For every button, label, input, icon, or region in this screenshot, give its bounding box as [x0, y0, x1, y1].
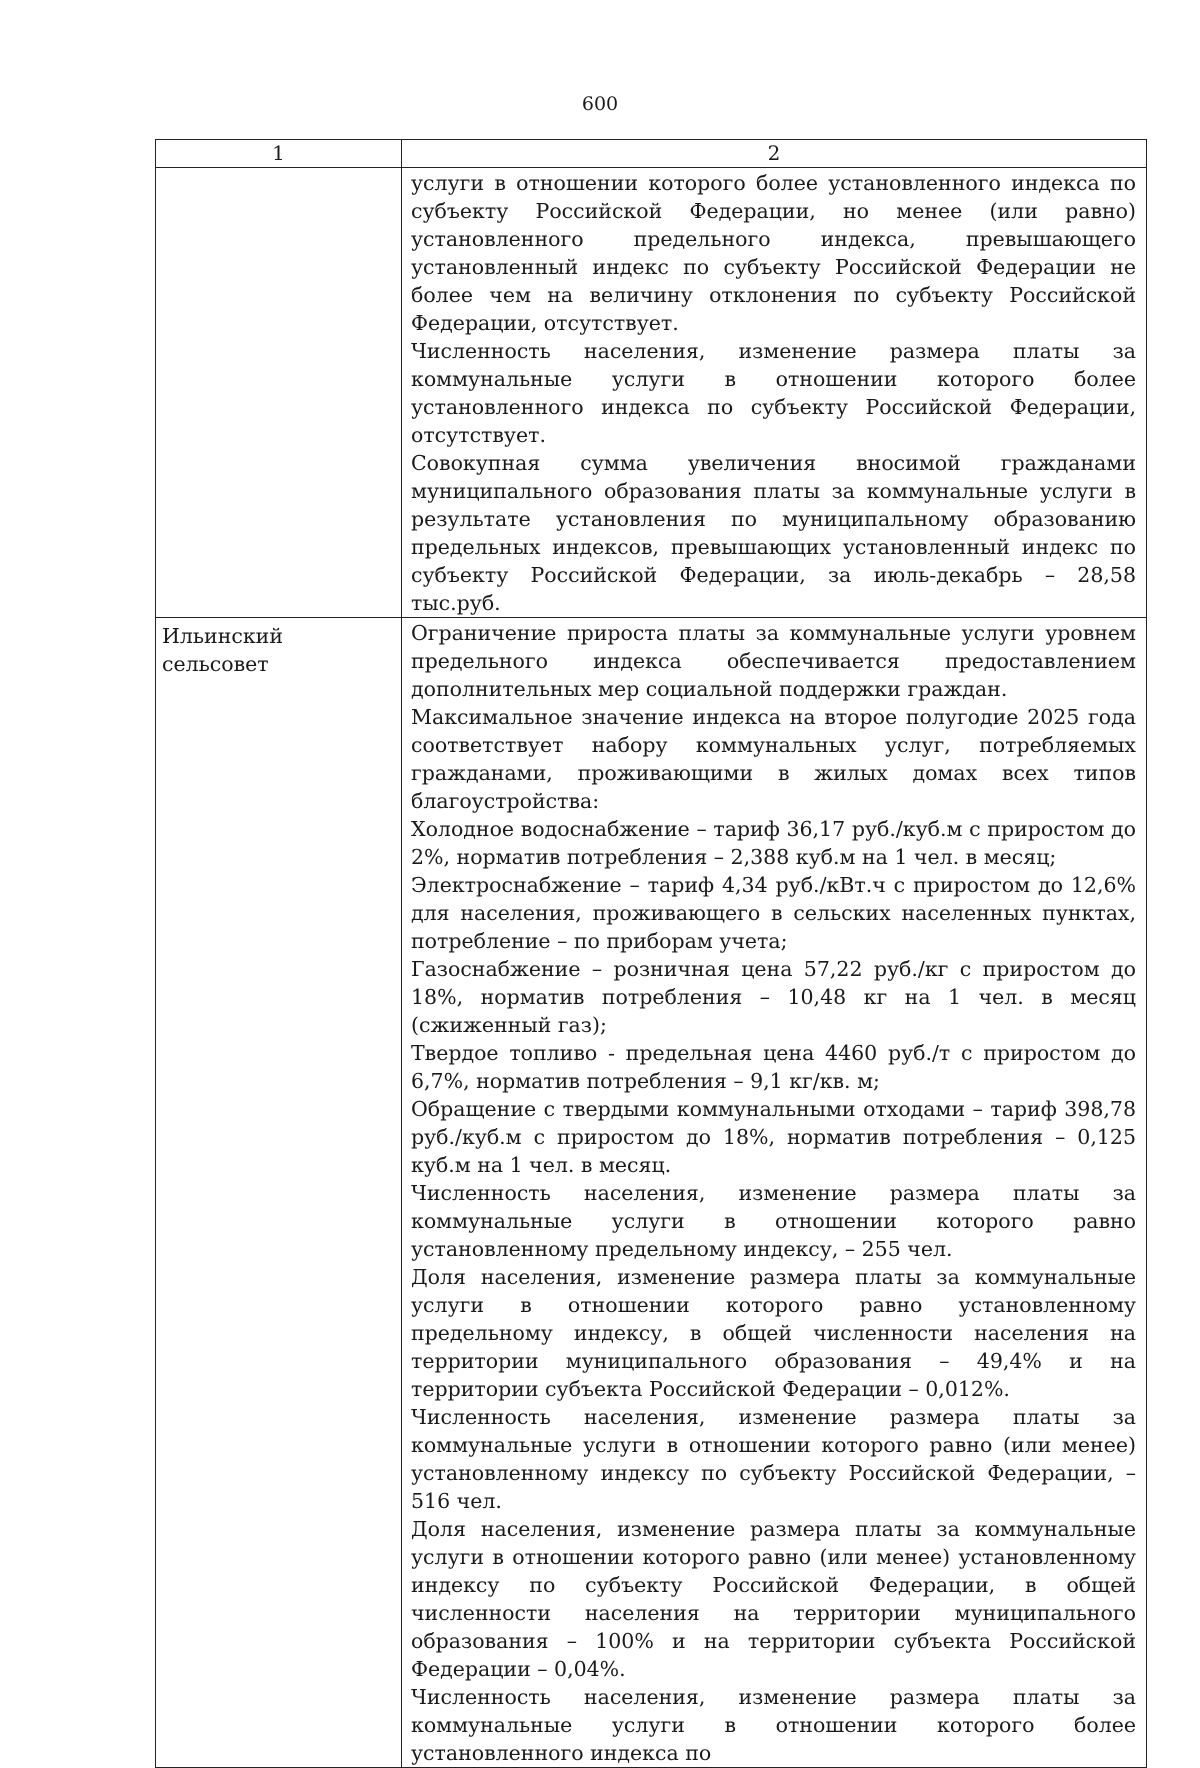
paragraph: Газоснабжение – розничная цена 57,22 руб./кг с приростом до 18%, норматив потребления – 10,48 кг на 1 чел. в месяц (сжиженный газ);: [411, 957, 1136, 1037]
paragraph: Численность населения, изменение размера платы за коммунальные услуги в отношении которого равно установленному предельному индексу, – 255 чел.: [411, 1181, 1136, 1261]
paragraph: Численность населения, изменение размера платы за коммунальные услуги в отношении которого более установленного индекса по: [411, 1685, 1136, 1765]
paragraph: Совокупная сумма увеличения вносимой гражданами муниципального образования платы за коммунальные услуги в результате установления по муниципальному образованию предельных индексов, превышающих установленный индекс по субъекту Российской Федерации, за июль-декабрь – 28,58 тыс.руб.: [411, 451, 1136, 615]
paragraph: Электроснабжение – тариф 4,34 руб./кВт.ч с приростом до 12,6% для населения, проживающего в сельских населенных пунктах, потребление – по приборам учета;: [411, 873, 1136, 953]
description-cell: [402, 168, 1147, 618]
paragraph: Численность населения, изменение размера платы за коммунальные услуги в отношении которого равно (или менее) установленному индексу по субъекту Российской Федерации, –516 чел.: [411, 1405, 1136, 1513]
table-header-row: [156, 140, 1147, 168]
document-table: [155, 139, 1147, 1768]
table-row: [156, 168, 1147, 618]
paragraph: Численность населения, изменение размера платы за коммунальные услуги в отношении которого более установленного индекса по субъекту Российской Федерации, отсутствует.: [411, 339, 1136, 447]
paragraph: Ограничение прироста платы за коммунальные услуги уровнем предельного индекса обеспечивается предоставлением дополнительных мер социальной поддержки граждан.: [411, 621, 1136, 701]
paragraph: Твердое топливо - предельная цена 4460 руб./т с приростом до 6,7%, норматив потребления – 9,1 кг/кв. м;: [411, 1041, 1136, 1093]
paragraph: Доля населения, изменение размера платы за коммунальные услуги в отношении которого равно (или менее) установленному индексу по субъекту Российской Федерации, в общей численности населения на территории муниципального образования – 100% и на территории субъекта Российской Федерации – 0,04%.: [411, 1517, 1136, 1681]
municipality-name-cell: [156, 168, 402, 618]
paragraph: Максимальное значение индекса на второе полугодие 2025 года соответствует набору коммунальных услуг, потребляемых гражданами, проживающими в жилых домах всех типов благоустройства:: [411, 705, 1136, 813]
paragraph: Обращение с твердыми коммунальными отходами – тариф 398,78 руб./куб.м с приростом до 18%, норматив потребления – 0,125 куб.м на 1 чел. в месяц.: [411, 1097, 1136, 1177]
paragraph: Доля населения, изменение размера платы за коммунальные услуги в отношении которого равно установленному предельному индексу, в общей численности населения на территории муниципального образования – 49,4% и на территории субъекта Российской Федерации – 0,012%.: [411, 1265, 1136, 1401]
municipality-name-cell: Ильинский сельсовет: [156, 618, 402, 1768]
description-cell: [402, 618, 1147, 1768]
page-number: 600: [581, 93, 619, 115]
table-row: [156, 618, 1147, 1768]
paragraph: услуги в отношении которого более установленного индекса по субъекту Российской Федерации, но менее (или равно) установленного предельного индекса, превышающего установленный индекс по субъекту Российской Федерации не более чем на величину отклонения по субъекту Российской Федерации, отсутствует.: [411, 171, 1136, 335]
column-header-1: 1: [156, 140, 402, 168]
column-header-2: 2: [402, 140, 1147, 168]
paragraph: Холодное водоснабжение – тариф 36,17 руб./куб.м с приростом до 2%, норматив потребления – 2,388 куб.м на 1 чел. в месяц;: [411, 817, 1136, 869]
